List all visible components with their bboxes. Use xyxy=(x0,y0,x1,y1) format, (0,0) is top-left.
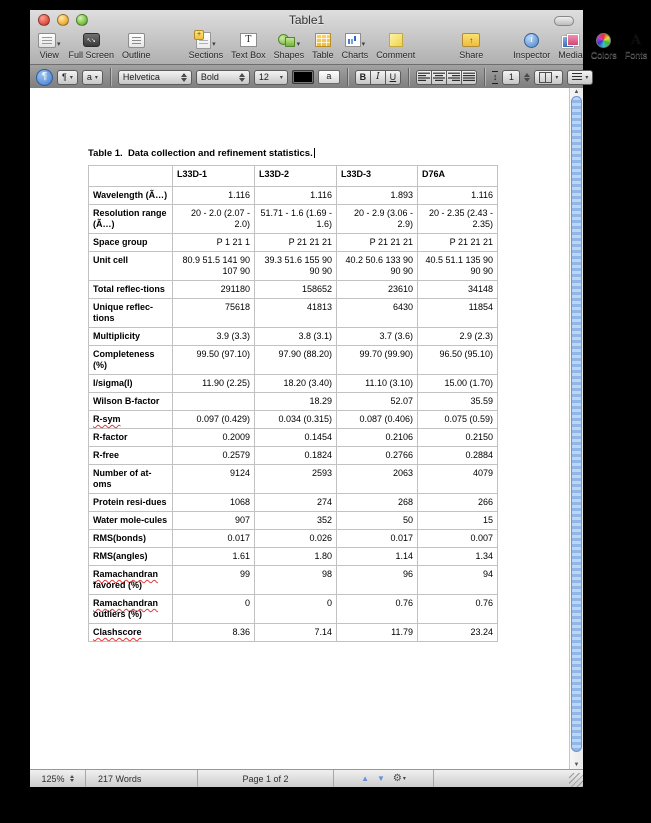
icon-wrap xyxy=(38,31,61,49)
cell-value[interactable]: 0.2009 xyxy=(173,429,255,447)
zoom-window-button[interactable] xyxy=(76,14,88,26)
character-style-dropdown[interactable] xyxy=(82,70,103,85)
table-row xyxy=(89,447,498,465)
pages-window xyxy=(30,10,648,787)
row-label[interactable]: Space group xyxy=(89,234,173,252)
vertical-scrollbar[interactable] xyxy=(569,88,583,770)
cell-value[interactable]: P 21 21 21 xyxy=(255,234,337,252)
table-row xyxy=(89,346,498,375)
toolbar-item-label: Charts xyxy=(341,50,369,60)
cell-value[interactable]: 4079 xyxy=(418,465,498,494)
cell-value[interactable]: 2063 xyxy=(337,465,418,494)
cell-value[interactable]: 7.14 xyxy=(255,624,337,642)
document-canvas[interactable] xyxy=(30,88,583,770)
cell-value[interactable]: 352 xyxy=(255,512,337,530)
sections-icon xyxy=(196,32,211,49)
toolbar-item-label: Outline xyxy=(122,50,151,60)
cell-value[interactable]: 15 xyxy=(418,512,498,530)
cell-value[interactable]: 99.70 (99.90) xyxy=(337,346,418,375)
cell-value[interactable]: 51.71 - 1.6 (1.69 - 1.6) xyxy=(255,205,337,234)
cell-value[interactable]: 23610 xyxy=(337,281,418,299)
chevron-down-icon: ▾ xyxy=(555,74,559,81)
cell-value[interactable]: 20 - 2.35 (2.43 - 2.35) xyxy=(418,205,498,234)
cell-value[interactable]: 35.59 xyxy=(418,393,498,411)
zoom-stepper-icon[interactable] xyxy=(70,775,74,782)
icon-wrap xyxy=(562,31,579,49)
align-center-button[interactable] xyxy=(431,70,447,85)
cell-value[interactable]: 41813 xyxy=(255,299,337,328)
page-navigation xyxy=(334,770,434,787)
cell-value[interactable]: 1.116 xyxy=(255,187,337,205)
font-style-value: Bold xyxy=(200,72,219,82)
cell-value[interactable]: 1.893 xyxy=(337,187,418,205)
page-indicator[interactable] xyxy=(198,770,334,787)
cell-value[interactable]: 20 - 2.9 (3.06 - 2.9) xyxy=(337,205,418,234)
cell-value[interactable]: 6430 xyxy=(337,299,418,328)
inspector-icon xyxy=(524,33,539,48)
icon-wrap xyxy=(631,31,641,49)
chevron-down-icon: ▾ xyxy=(279,74,283,81)
row-label[interactable]: R-free xyxy=(89,447,173,465)
row-label[interactable]: R-factor xyxy=(89,429,173,447)
cell-value[interactable]: 268 xyxy=(337,494,418,512)
toolbar-item-label: Table xyxy=(312,50,334,60)
scroll-down-arrow-icon[interactable]: ▼ xyxy=(573,762,580,768)
toolbar-item-inspector[interactable] xyxy=(509,31,554,60)
cell-value[interactable]: 1.14 xyxy=(337,548,418,566)
separator xyxy=(110,68,111,86)
toolbar-item-outline[interactable] xyxy=(118,31,155,60)
separator xyxy=(484,68,485,86)
cell-value[interactable]: 2593 xyxy=(255,465,337,494)
list-icon xyxy=(572,73,582,82)
cell-value[interactable]: 907 xyxy=(173,512,255,530)
line-spacing-icon xyxy=(492,71,499,84)
cell-value[interactable]: 98 xyxy=(255,566,337,595)
cell-value[interactable]: 0.2106 xyxy=(337,429,418,447)
toolbar-item-label: Sections xyxy=(188,50,224,60)
cell-value[interactable]: P 21 21 21 xyxy=(337,234,418,252)
cell-value[interactable]: 1.116 xyxy=(418,187,498,205)
cell-value[interactable]: 1.61 xyxy=(173,548,255,566)
table-icon xyxy=(315,33,331,47)
table-row xyxy=(89,548,498,566)
outline-icon xyxy=(128,33,145,48)
icon-wrap xyxy=(128,31,145,49)
table-row xyxy=(89,187,498,205)
cell-value[interactable]: 0.097 (0.429) xyxy=(173,411,255,429)
cell-value[interactable]: 15.00 (1.70) xyxy=(418,375,498,393)
table-row xyxy=(89,512,498,530)
align-right-icon xyxy=(448,72,460,82)
cell-value[interactable]: 0.2884 xyxy=(418,447,498,465)
share-icon xyxy=(462,33,480,47)
cell-value[interactable]: 0 xyxy=(255,595,337,624)
align-center-icon xyxy=(433,72,445,82)
cell-value[interactable]: 11.90 (2.25) xyxy=(173,375,255,393)
media-icon xyxy=(562,34,579,47)
icon-wrap xyxy=(345,31,366,49)
cell-value[interactable]: 23.24 xyxy=(418,624,498,642)
stats-table xyxy=(88,165,498,642)
char-glyph: a xyxy=(86,72,92,82)
scroll-up-arrow-icon[interactable]: ▲ xyxy=(573,89,580,95)
toolbar-item-label: Comment xyxy=(376,50,416,60)
cell-value[interactable]: 97.90 (88.20) xyxy=(255,346,337,375)
columns-dropdown[interactable] xyxy=(534,70,563,85)
toolbar-item-charts[interactable] xyxy=(338,31,373,60)
toolbar-item-label: Colors xyxy=(590,50,617,60)
bold-button[interactable]: B xyxy=(355,70,371,85)
comment-icon xyxy=(389,33,403,47)
table-row xyxy=(89,530,498,548)
cell-value[interactable] xyxy=(173,393,255,411)
icon-wrap xyxy=(389,31,403,49)
separator xyxy=(408,68,409,86)
minimize-button[interactable] xyxy=(57,14,69,26)
align-left-button[interactable] xyxy=(416,70,432,85)
table-head xyxy=(89,166,498,187)
chevron-down-icon: ▾ xyxy=(585,74,589,81)
word-count[interactable] xyxy=(86,770,198,787)
cell-value[interactable]: P 21 21 21 xyxy=(418,234,498,252)
scrollbar-thumb[interactable] xyxy=(571,96,582,752)
document-title[interactable] xyxy=(88,148,583,159)
cell-value[interactable]: 0.2150 xyxy=(418,429,498,447)
cell-value[interactable]: 0.087 (0.406) xyxy=(337,411,418,429)
cell-value[interactable]: 80.9 51.5 141 90 107 90 xyxy=(173,252,255,281)
columns-icon xyxy=(539,72,552,83)
column-header[interactable]: D76A xyxy=(418,166,498,187)
row-label[interactable]: Wavelength (Ã…) xyxy=(89,187,173,205)
toolbar-item-media[interactable] xyxy=(554,31,587,60)
table-row xyxy=(89,595,498,624)
cell-value[interactable]: 266 xyxy=(418,494,498,512)
chevron-down-icon: ▾ xyxy=(296,41,301,48)
alignment-buttons xyxy=(416,70,477,85)
toolbar-toggle-button[interactable] xyxy=(554,16,574,26)
icon-wrap xyxy=(315,31,331,49)
charts-icon xyxy=(345,33,361,47)
stepper-arrows-icon xyxy=(181,73,187,82)
row-label[interactable]: R-sym xyxy=(89,411,173,429)
gear-icon[interactable]: ⚙ ▾ xyxy=(392,773,406,784)
toolbar-item-label: Full Screen xyxy=(68,50,115,60)
icon-wrap xyxy=(240,31,257,49)
cell-value[interactable]: 20 - 2.0 (2.07 - 2.0) xyxy=(173,205,255,234)
cell-value[interactable]: 0.2766 xyxy=(337,447,418,465)
shapes-icon xyxy=(278,33,296,47)
colors-icon xyxy=(596,33,611,48)
row-label[interactable]: Total reflec-tions xyxy=(89,281,173,299)
cell-value[interactable]: 99.50 (97.10) xyxy=(173,346,255,375)
toolbar-item-comment[interactable] xyxy=(372,31,419,60)
cell-value[interactable]: 158652 xyxy=(255,281,337,299)
toolbar-item-text-box[interactable] xyxy=(227,31,270,60)
table-row xyxy=(89,429,498,447)
icon-wrap xyxy=(524,31,539,49)
cell-value[interactable]: 0.026 xyxy=(255,530,337,548)
table-row xyxy=(89,494,498,512)
cell-value[interactable]: 39.3 51.6 155 90 90 90 xyxy=(255,252,337,281)
cell-value[interactable]: 0.2579 xyxy=(173,447,255,465)
cell-value[interactable]: 8.36 xyxy=(173,624,255,642)
table-row xyxy=(89,299,498,328)
biu-buttons xyxy=(355,70,401,85)
cell-value[interactable]: 0.76 xyxy=(418,595,498,624)
next-page-button[interactable]: ▼ xyxy=(377,773,385,783)
cell-value[interactable]: 96.50 (95.10) xyxy=(418,346,498,375)
document-title-text: Table 1. Data collection and refinement statistics. xyxy=(88,148,313,159)
font-family-value: Helvetica xyxy=(122,72,160,82)
column-header[interactable]: L33D-2 xyxy=(255,166,337,187)
toolbar-item-label: Inspector xyxy=(513,50,551,60)
font-style-select[interactable] xyxy=(196,70,250,85)
row-label[interactable]: Water mole-cules xyxy=(89,512,173,530)
row-label[interactable]: Unit cell xyxy=(89,252,173,281)
cell-value[interactable]: 3.8 (3.1) xyxy=(255,328,337,346)
paragraph-style-dropdown[interactable] xyxy=(57,70,78,85)
row-label[interactable]: Protein resi-dues xyxy=(89,494,173,512)
window-chrome xyxy=(30,10,648,65)
close-button[interactable] xyxy=(38,14,50,26)
cell-value[interactable]: 52.07 xyxy=(337,393,418,411)
cell-value[interactable]: 94 xyxy=(418,566,498,595)
chevron-down-icon: ▾ xyxy=(361,41,366,48)
cell-value[interactable]: P 1 21 1 xyxy=(173,234,255,252)
icon-wrap xyxy=(462,31,480,49)
line-spacing-value[interactable]: 1 xyxy=(502,70,520,85)
cell-value[interactable]: 3.7 (3.6) xyxy=(337,328,418,346)
separator xyxy=(347,68,348,86)
text-box-icon xyxy=(240,33,257,47)
toolbar-item-fonts[interactable] xyxy=(621,31,651,60)
chevron-down-icon: ▾ xyxy=(57,41,61,48)
line-spacing-stepper[interactable] xyxy=(524,73,530,82)
align-right-button[interactable] xyxy=(446,70,462,85)
word-count-text: 217 Words xyxy=(98,773,142,784)
row-label[interactable]: Ramachandran favored (%) xyxy=(89,566,173,595)
cell-value[interactable]: 0.075 (0.59) xyxy=(418,411,498,429)
align-left-icon xyxy=(418,72,430,82)
column-header[interactable]: L33D-3 xyxy=(337,166,418,187)
cell-value[interactable]: 40.2 50.6 133 90 90 90 xyxy=(337,252,418,281)
list-styles-dropdown[interactable] xyxy=(567,70,593,85)
toolbar-item-label: Share xyxy=(459,50,484,60)
paragraph-styles-drawer-button[interactable]: ¶ xyxy=(36,69,53,86)
icon-wrap xyxy=(83,31,100,49)
table-row xyxy=(89,624,498,642)
paragraph-glyph: ¶ xyxy=(62,72,67,82)
status-bar xyxy=(30,769,583,787)
fonts-icon xyxy=(631,33,641,48)
table-row xyxy=(89,234,498,252)
cell-value[interactable]: 1.116 xyxy=(173,187,255,205)
zoom-control[interactable] xyxy=(30,770,86,787)
cell-value[interactable]: 0 xyxy=(173,595,255,624)
table-row xyxy=(89,393,498,411)
cell-value[interactable]: 0.1824 xyxy=(255,447,337,465)
cell-value[interactable]: 274 xyxy=(255,494,337,512)
cell-value[interactable]: 40.5 51.1 135 90 90 90 xyxy=(418,252,498,281)
view-icon xyxy=(38,33,56,48)
row-label[interactable]: Resolution range (Ã…) xyxy=(89,205,173,234)
toolbar-item-colors[interactable] xyxy=(587,31,621,60)
icon-wrap xyxy=(278,31,301,49)
italic-button[interactable]: I xyxy=(370,70,386,85)
align-justify-button[interactable] xyxy=(461,70,477,85)
toolbar-item-label: Shapes xyxy=(273,50,305,60)
icon-wrap xyxy=(196,31,216,49)
cell-value[interactable]: 3.9 (3.3) xyxy=(173,328,255,346)
row-label[interactable]: Multiplicity xyxy=(89,328,173,346)
font-size-value: 12 xyxy=(258,72,269,82)
cell-value[interactable]: 1.80 xyxy=(255,548,337,566)
row-label[interactable]: Clashscore xyxy=(89,624,173,642)
cell-value[interactable]: 291180 xyxy=(173,281,255,299)
cell-value[interactable]: 0.76 xyxy=(337,595,418,624)
icon-wrap xyxy=(596,31,611,49)
toolbar-item-label: Fonts xyxy=(624,50,648,60)
table-row xyxy=(89,411,498,429)
zoom-level: 125% xyxy=(41,773,65,784)
window-title: Table1 xyxy=(288,13,325,27)
row-label[interactable]: I/sigma(I) xyxy=(89,375,173,393)
stepper-arrows-icon xyxy=(239,73,245,82)
cell-value[interactable]: 11.10 (3.10) xyxy=(337,375,418,393)
cell-value[interactable]: 75618 xyxy=(173,299,255,328)
row-label[interactable]: Number of at-oms xyxy=(89,465,173,494)
cell-value[interactable]: 11.79 xyxy=(337,624,418,642)
row-label[interactable]: Ramachandran outliers (%) xyxy=(89,595,173,624)
toolbar-items xyxy=(30,30,648,64)
cell-value[interactable]: 1.34 xyxy=(418,548,498,566)
character-fill-color-well[interactable]: a xyxy=(318,70,340,84)
cell-value[interactable]: 0.1454 xyxy=(255,429,337,447)
page-indicator-text: Page 1 of 2 xyxy=(242,773,289,784)
toolbar-item-table[interactable] xyxy=(308,31,338,60)
traffic-lights xyxy=(38,14,88,26)
toolbar-item-shapes[interactable] xyxy=(270,31,309,60)
toolbar-item-label: View xyxy=(39,50,59,60)
full-screen-icon xyxy=(83,33,100,47)
font-size-select[interactable] xyxy=(254,70,288,85)
text-color-well[interactable] xyxy=(292,70,314,84)
row-label[interactable]: RMS(angles) xyxy=(89,548,173,566)
resize-grip[interactable] xyxy=(569,773,583,787)
chevron-down-icon: ▾ xyxy=(69,74,73,81)
row-label[interactable]: Wilson B-factor xyxy=(89,393,173,411)
cell-value[interactable]: 9124 xyxy=(173,465,255,494)
cell-value[interactable]: 0.007 xyxy=(418,530,498,548)
table-row xyxy=(89,205,498,234)
toolbar-item-sections[interactable] xyxy=(185,31,228,60)
align-justify-icon xyxy=(463,72,475,82)
cell-value[interactable]: 18.29 xyxy=(255,393,337,411)
chevron-down-icon: ▾ xyxy=(402,776,406,782)
cell-value[interactable]: 11854 xyxy=(418,299,498,328)
header-row xyxy=(89,166,498,187)
toolbar-item-share[interactable] xyxy=(455,31,487,60)
cell-value[interactable]: 1068 xyxy=(173,494,255,512)
cell-value[interactable]: 50 xyxy=(337,512,418,530)
table-body xyxy=(89,187,498,642)
cell-value[interactable]: 2.9 (2.3) xyxy=(418,328,498,346)
cell-value[interactable]: 34148 xyxy=(418,281,498,299)
font-family-select[interactable] xyxy=(118,70,192,85)
toolbar-item-label: Text Box xyxy=(231,50,266,60)
table-row xyxy=(89,281,498,299)
cell-value[interactable]: 0.017 xyxy=(337,530,418,548)
table-row xyxy=(89,566,498,595)
toolbar-item-label: Media xyxy=(558,50,583,60)
column-header[interactable]: L33D-1 xyxy=(173,166,255,187)
toolbar-item-view[interactable] xyxy=(34,31,65,60)
format-bar xyxy=(30,65,589,90)
row-label[interactable]: Completeness (%) xyxy=(89,346,173,375)
row-label[interactable]: RMS(bonds) xyxy=(89,530,173,548)
cell-value[interactable]: 0.034 (0.315) xyxy=(255,411,337,429)
table-row xyxy=(89,252,498,281)
table-row xyxy=(89,375,498,393)
titlebar[interactable] xyxy=(30,10,583,30)
row-label[interactable]: Unique reflec-tions xyxy=(89,299,173,328)
toolbar-item-full-screen[interactable] xyxy=(65,31,119,60)
underline-button[interactable]: U xyxy=(385,70,401,85)
status-filler xyxy=(434,770,583,787)
table-row xyxy=(89,465,498,494)
cell-value[interactable]: 99 xyxy=(173,566,255,595)
prev-page-button[interactable]: ▲ xyxy=(361,773,369,783)
cell-value[interactable]: 96 xyxy=(337,566,418,595)
chevron-down-icon: ▾ xyxy=(212,41,216,48)
table-row xyxy=(89,328,498,346)
text-cursor xyxy=(314,148,315,158)
corner-header[interactable] xyxy=(89,166,173,187)
cell-value[interactable]: 18.20 (3.40) xyxy=(255,375,337,393)
cell-value[interactable]: 0.017 xyxy=(173,530,255,548)
chevron-down-icon: ▾ xyxy=(94,74,98,81)
